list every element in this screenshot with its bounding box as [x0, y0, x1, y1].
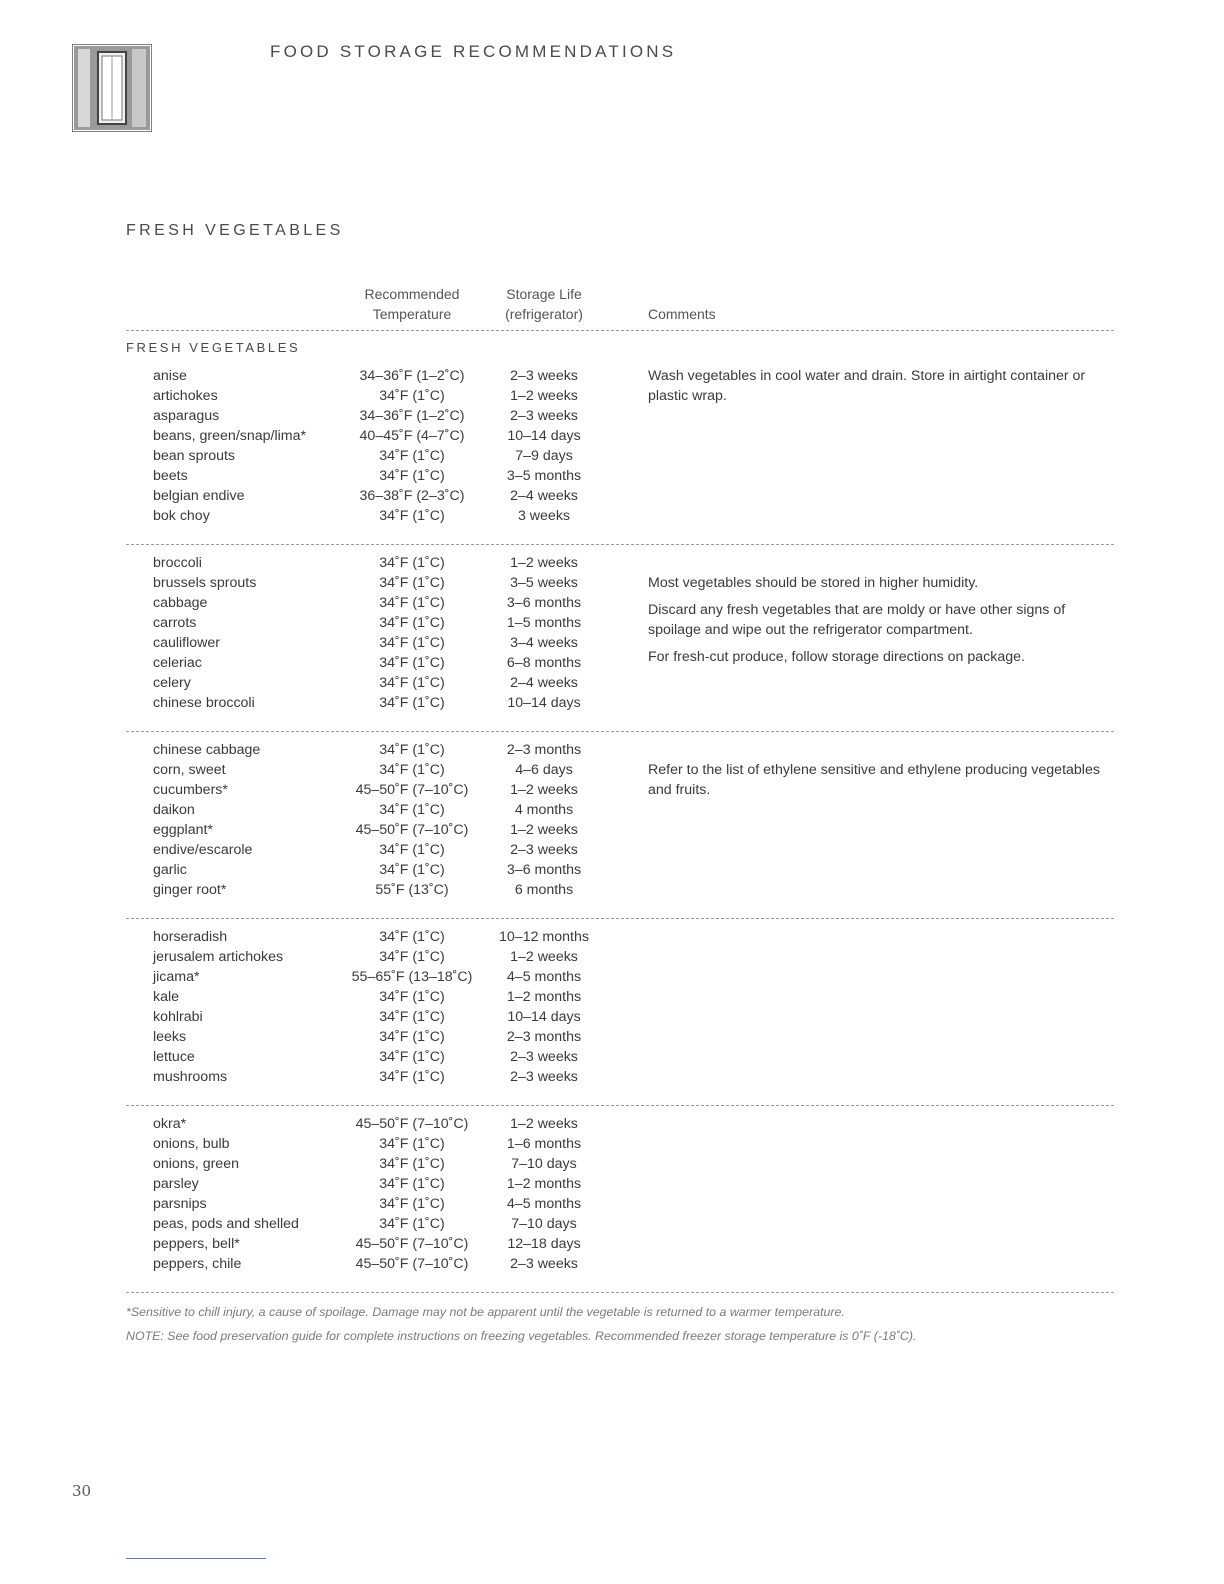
vegetable-name: corn, sweet: [153, 762, 226, 778]
vegetable-name: onions, bulb: [153, 1136, 230, 1152]
storage-life: 10–14 days: [507, 695, 581, 711]
vegetable-name: cauliflower: [153, 635, 221, 651]
table-row: [0, 446, 1224, 466]
recommended-temperature: 34˚F (1˚C): [379, 1136, 445, 1152]
storage-life: 3–5 months: [506, 468, 582, 484]
storage-life: 3–5 weeks: [510, 575, 578, 591]
table-row: [0, 1154, 1224, 1174]
footnote-sensitive: *Sensitive to chill injury, a cause of spoilage. Damage may not be apparent until the vegetable is returned to a warmer temperature.: [126, 1305, 845, 1319]
vegetable-name: lettuce: [153, 1049, 195, 1065]
storage-life: 2–3 weeks: [510, 1256, 578, 1272]
table-group: [0, 553, 1224, 713]
vegetable-name: okra*: [153, 1116, 187, 1132]
recommended-temperature: 34˚F (1˚C): [379, 695, 445, 711]
vegetable-name: anise: [153, 368, 187, 384]
table-row: [0, 1174, 1224, 1194]
recommended-temperature: 34˚F (1˚C): [379, 615, 445, 631]
table-row: [0, 1234, 1224, 1254]
table-row: [0, 1027, 1224, 1047]
table-row: [0, 1047, 1224, 1067]
table-group: [0, 366, 1224, 526]
vegetable-name: peas, pods and shelled: [153, 1216, 299, 1232]
vegetable-name: broccoli: [153, 555, 202, 571]
table-row: [0, 740, 1224, 760]
vegetable-name: bean sprouts: [153, 448, 236, 464]
recommended-temperature: 34˚F (1˚C): [379, 989, 445, 1005]
column-header-comments: Comments: [648, 306, 716, 322]
storage-life: 2–4 weeks: [510, 488, 578, 504]
table-label: FRESH VEGETABLES: [126, 340, 301, 355]
vegetable-name: parsley: [153, 1176, 199, 1192]
recommended-temperature: 34˚F (1˚C): [379, 929, 445, 945]
recommended-temperature: 34˚F (1˚C): [379, 508, 445, 524]
storage-life: 1–2 weeks: [510, 822, 578, 838]
storage-life: 2–3 weeks: [510, 368, 578, 384]
storage-life: 3–4 weeks: [510, 635, 578, 651]
table-row: [0, 880, 1224, 900]
vegetable-name: mushrooms: [153, 1069, 228, 1085]
recommended-temperature: 34˚F (1˚C): [379, 575, 445, 591]
storage-life: 10–14 days: [507, 428, 581, 444]
storage-life: 3 weeks: [517, 508, 571, 524]
storage-life: 1–2 weeks: [510, 555, 578, 571]
vegetable-name: jerusalem artichokes: [153, 949, 284, 965]
vegetable-name: celery: [153, 675, 191, 691]
vegetable-name: eggplant*: [153, 822, 213, 838]
table-group: [0, 927, 1224, 1087]
recommended-temperature: 34˚F (1˚C): [379, 862, 445, 878]
storage-life: 6–8 months: [506, 655, 582, 671]
storage-life: 1–2 months: [506, 1176, 582, 1192]
vegetable-name: parsnips: [153, 1196, 207, 1212]
recommended-temperature: 34˚F (1˚C): [379, 468, 445, 484]
vegetable-name: chinese broccoli: [153, 695, 255, 711]
comment-text: Refer to the list of ethylene sensitive and ethylene producing vegetables and fruits.: [648, 762, 1100, 798]
vegetable-name: garlic: [153, 862, 187, 878]
storage-life: 2–4 weeks: [510, 675, 578, 691]
vegetable-name: brussels sprouts: [153, 575, 257, 591]
vegetable-name: belgian endive: [153, 488, 245, 504]
table-row: [0, 1194, 1224, 1214]
vegetable-name: celeriac: [153, 655, 202, 671]
table-row: [0, 466, 1224, 486]
vegetable-name: carrots: [153, 615, 197, 631]
storage-life: 1–2 months: [506, 989, 582, 1005]
storage-life: 2–3 months: [506, 1029, 582, 1045]
storage-life: 12–18 days: [507, 1236, 581, 1252]
divider: [126, 544, 1114, 545]
storage-life: 1–6 months: [506, 1136, 582, 1152]
table-row: [0, 967, 1224, 987]
vegetable-name: horseradish: [153, 929, 228, 945]
recommended-temperature: 34–36˚F (1–2˚C): [359, 368, 465, 384]
recommended-temperature: 34˚F (1˚C): [379, 1009, 445, 1025]
storage-life: 2–3 months: [506, 742, 582, 758]
table-row: [0, 506, 1224, 526]
recommended-temperature: 55˚F (13˚C): [375, 882, 449, 898]
storage-life: 2–3 weeks: [510, 1049, 578, 1065]
refrigerator-icon: [72, 44, 152, 132]
recommended-temperature: 34˚F (1˚C): [379, 1049, 445, 1065]
table-group: [0, 1114, 1224, 1274]
page-header-title: FOOD STORAGE RECOMMENDATIONS: [270, 42, 677, 61]
table-group: [0, 740, 1224, 900]
storage-life: 2–3 weeks: [510, 842, 578, 858]
storage-life: 6 months: [514, 882, 574, 898]
page-number: 30: [72, 1482, 92, 1500]
divider: [126, 731, 1114, 732]
table-row: [0, 820, 1224, 840]
recommended-temperature: 34˚F (1˚C): [379, 842, 445, 858]
storage-life: 1–5 months: [506, 615, 582, 631]
recommended-temperature: 45–50˚F (7–10˚C): [355, 822, 469, 838]
storage-life: 2–3 weeks: [510, 408, 578, 424]
vegetable-name: cabbage: [153, 595, 208, 611]
column-header-storage-life: Storage Life (refrigerator): [505, 286, 583, 322]
vegetable-name: peppers, bell*: [153, 1236, 240, 1252]
vegetable-name: kohlrabi: [153, 1009, 203, 1025]
comment-text: Wash vegetables in cool water and drain. Store in airtight container or plastic wrap.: [648, 368, 1086, 404]
table-row: [0, 426, 1224, 446]
recommended-temperature: 34˚F (1˚C): [379, 742, 445, 758]
divider: [126, 918, 1114, 919]
divider: [126, 1558, 266, 1559]
recommended-temperature: 34˚F (1˚C): [379, 1216, 445, 1232]
table-row: [0, 947, 1224, 967]
recommended-temperature: 34–36˚F (1–2˚C): [359, 408, 465, 424]
storage-life: 7–10 days: [511, 1156, 577, 1172]
storage-life: 1–2 weeks: [510, 949, 578, 965]
recommended-temperature: 34˚F (1˚C): [379, 1069, 445, 1085]
table-row: [0, 987, 1224, 1007]
vegetable-name: beets: [153, 468, 188, 484]
storage-life: 10–12 months: [499, 929, 589, 945]
recommended-temperature: 36–38˚F (2–3˚C): [359, 488, 465, 504]
storage-life: 3–6 months: [506, 595, 582, 611]
vegetable-name: chinese cabbage: [153, 742, 261, 758]
storage-life: 2–3 weeks: [510, 1069, 578, 1085]
storage-life: 1–2 weeks: [510, 388, 578, 404]
storage-life: 10–14 days: [507, 1009, 581, 1025]
recommended-temperature: 34˚F (1˚C): [379, 388, 445, 404]
table-row: [0, 1254, 1224, 1274]
recommended-temperature: 34˚F (1˚C): [379, 1029, 445, 1045]
table-row: [0, 927, 1224, 947]
footnote-note: NOTE: See food preservation guide for complete instructions on freezing vegetables. Recommended freezer storage temperature is 0˚F (-18˚C).: [126, 1329, 917, 1343]
vegetable-name: jicama*: [153, 969, 200, 985]
vegetable-name: endive/escarole: [153, 842, 253, 858]
vegetable-name: daikon: [153, 802, 195, 818]
comment-text: For fresh-cut produce, follow storage directions on package.: [648, 649, 1025, 665]
section-title: FRESH VEGETABLES: [126, 222, 344, 239]
table-row: [0, 1067, 1224, 1087]
recommended-temperature: 34˚F (1˚C): [379, 675, 445, 691]
table-row: [0, 553, 1224, 573]
storage-life: 1–2 weeks: [510, 1116, 578, 1132]
storage-life: 4–5 months: [506, 969, 582, 985]
storage-life: 1–2 weeks: [510, 782, 578, 798]
recommended-temperature: 45–50˚F (7–10˚C): [355, 1236, 469, 1252]
vegetable-name: asparagus: [153, 408, 220, 424]
storage-life: 4–6 days: [515, 762, 573, 778]
recommended-temperature: 55–65˚F (13–18˚C): [351, 969, 473, 985]
table-row: [0, 1114, 1224, 1134]
recommended-temperature: 45–50˚F (7–10˚C): [355, 782, 469, 798]
recommended-temperature: 34˚F (1˚C): [379, 949, 445, 965]
vegetable-name: bok choy: [153, 508, 210, 524]
table-row: [0, 1007, 1224, 1027]
recommended-temperature: 45–50˚F (7–10˚C): [355, 1116, 469, 1132]
divider: [126, 1105, 1114, 1106]
comments-cell: [648, 573, 1118, 674]
column-header-temperature: Recommended Temperature: [364, 286, 460, 322]
storage-life: 7–10 days: [511, 1216, 577, 1232]
recommended-temperature: 34˚F (1˚C): [379, 1176, 445, 1192]
storage-life: 4 months: [514, 802, 574, 818]
vegetable-name: peppers, chile: [153, 1256, 242, 1272]
recommended-temperature: 45–50˚F (7–10˚C): [355, 1256, 469, 1272]
recommended-temperature: 34˚F (1˚C): [379, 762, 445, 778]
comment-text: Discard any fresh vegetables that are moldy or have other signs of spoilage and wipe out the refrigerator compartment.: [648, 602, 1066, 638]
table-row: [0, 840, 1224, 860]
table-row: [0, 1214, 1224, 1234]
recommended-temperature: 34˚F (1˚C): [379, 595, 445, 611]
vegetable-name: kale: [153, 989, 180, 1005]
recommended-temperature: 34˚F (1˚C): [379, 802, 445, 818]
table-row: [0, 693, 1224, 713]
storage-life: 4–5 months: [506, 1196, 582, 1212]
comment-text: Most vegetables should be stored in higher humidity.: [648, 575, 979, 591]
recommended-temperature: 34˚F (1˚C): [379, 655, 445, 671]
table-row: [0, 673, 1224, 693]
recommended-temperature: 34˚F (1˚C): [379, 555, 445, 571]
vegetable-name: cucumbers*: [153, 782, 228, 798]
storage-life: 3–6 months: [506, 862, 582, 878]
recommended-temperature: 34˚F (1˚C): [379, 1196, 445, 1212]
vegetable-name: ginger root*: [153, 882, 227, 898]
recommended-temperature: 40–45˚F (4–7˚C): [359, 428, 465, 444]
vegetable-name: leeks: [153, 1029, 187, 1045]
recommended-temperature: 34˚F (1˚C): [379, 448, 445, 464]
table-row: [0, 1134, 1224, 1154]
table-row: [0, 860, 1224, 880]
storage-life: 7–9 days: [515, 448, 573, 464]
comments-cell: [648, 760, 1118, 807]
recommended-temperature: 34˚F (1˚C): [379, 635, 445, 651]
divider: [126, 1292, 1114, 1293]
table-row: [0, 486, 1224, 506]
vegetable-name: beans, green/snap/lima*: [153, 428, 307, 444]
comments-cell: [648, 366, 1118, 413]
recommended-temperature: 34˚F (1˚C): [379, 1156, 445, 1172]
divider: [126, 330, 1114, 331]
vegetable-name: artichokes: [153, 388, 218, 404]
vegetable-name: onions, green: [153, 1156, 239, 1172]
